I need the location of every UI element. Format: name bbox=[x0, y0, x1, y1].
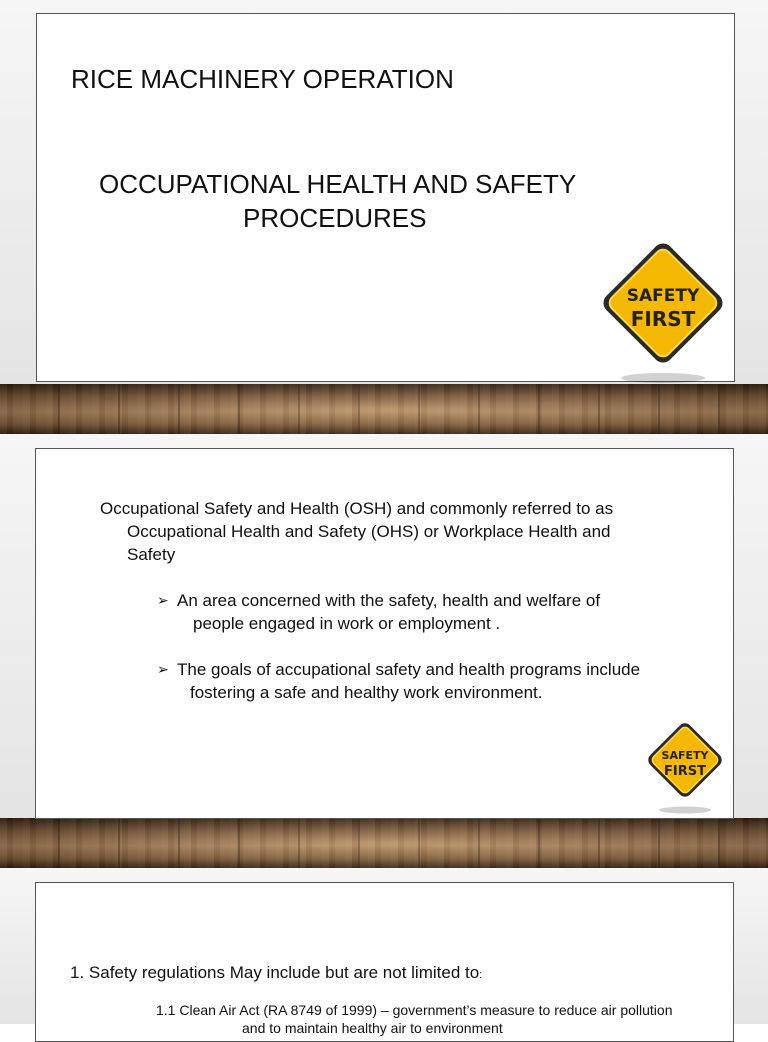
slide-subtitle-line-1: OCCUPATIONAL HEALTH AND SAFETY bbox=[99, 169, 577, 199]
slide-title: RICE MACHINERY OPERATION bbox=[71, 64, 454, 94]
sign-text-first: FIRST bbox=[664, 764, 706, 779]
intro-text-line-2: Occupational Health and Safety (OHS) or Workplace Health and bbox=[127, 522, 611, 541]
bullet-1-line-2: people engaged in work or employment . bbox=[193, 614, 501, 633]
bullet-2-line-2: fostering a safe and healthy work environment. bbox=[190, 683, 543, 702]
safety-first-sign-icon bbox=[595, 238, 731, 386]
regulation-item-1-line-1: 1.1 Clean Air Act (RA 8749 of 1999) – government’s measure to reduce air pollution bbox=[156, 1002, 673, 1018]
slide-2 bbox=[35, 448, 734, 819]
sign-text-first: FIRST bbox=[630, 307, 696, 331]
wood-floor-divider-2 bbox=[0, 818, 768, 868]
section-heading bbox=[70, 963, 482, 983]
bullet-2-line-1: The goals of accupational safety and health programs include bbox=[177, 660, 641, 679]
intro-text-line-1: Occupational Safety and Health (OSH) and commonly referred to as bbox=[100, 499, 614, 518]
wood-floor-divider-1 bbox=[0, 384, 768, 434]
slide-3 bbox=[35, 882, 734, 1042]
section-heading-colon: : bbox=[479, 969, 483, 981]
bullet-arrow-icon: ➢ bbox=[157, 661, 169, 677]
regulation-item-1-line-2: and to maintain healthy air to environment bbox=[242, 1020, 503, 1036]
sign-text-safety: SAFETY bbox=[661, 749, 709, 762]
bullet-1-line-1: An area concerned with the safety, health and welfare of bbox=[177, 591, 601, 610]
section-heading-text: 1. Safety regulations May include but are not limited to bbox=[70, 963, 480, 982]
bullet-arrow-icon: ➢ bbox=[157, 592, 169, 608]
intro-text-line-3: Safety bbox=[127, 545, 176, 564]
sign-text-safety: SAFETY bbox=[626, 286, 700, 306]
safety-first-sign-icon bbox=[642, 716, 728, 816]
slide-subtitle-line-2: PROCEDURES bbox=[243, 203, 427, 233]
